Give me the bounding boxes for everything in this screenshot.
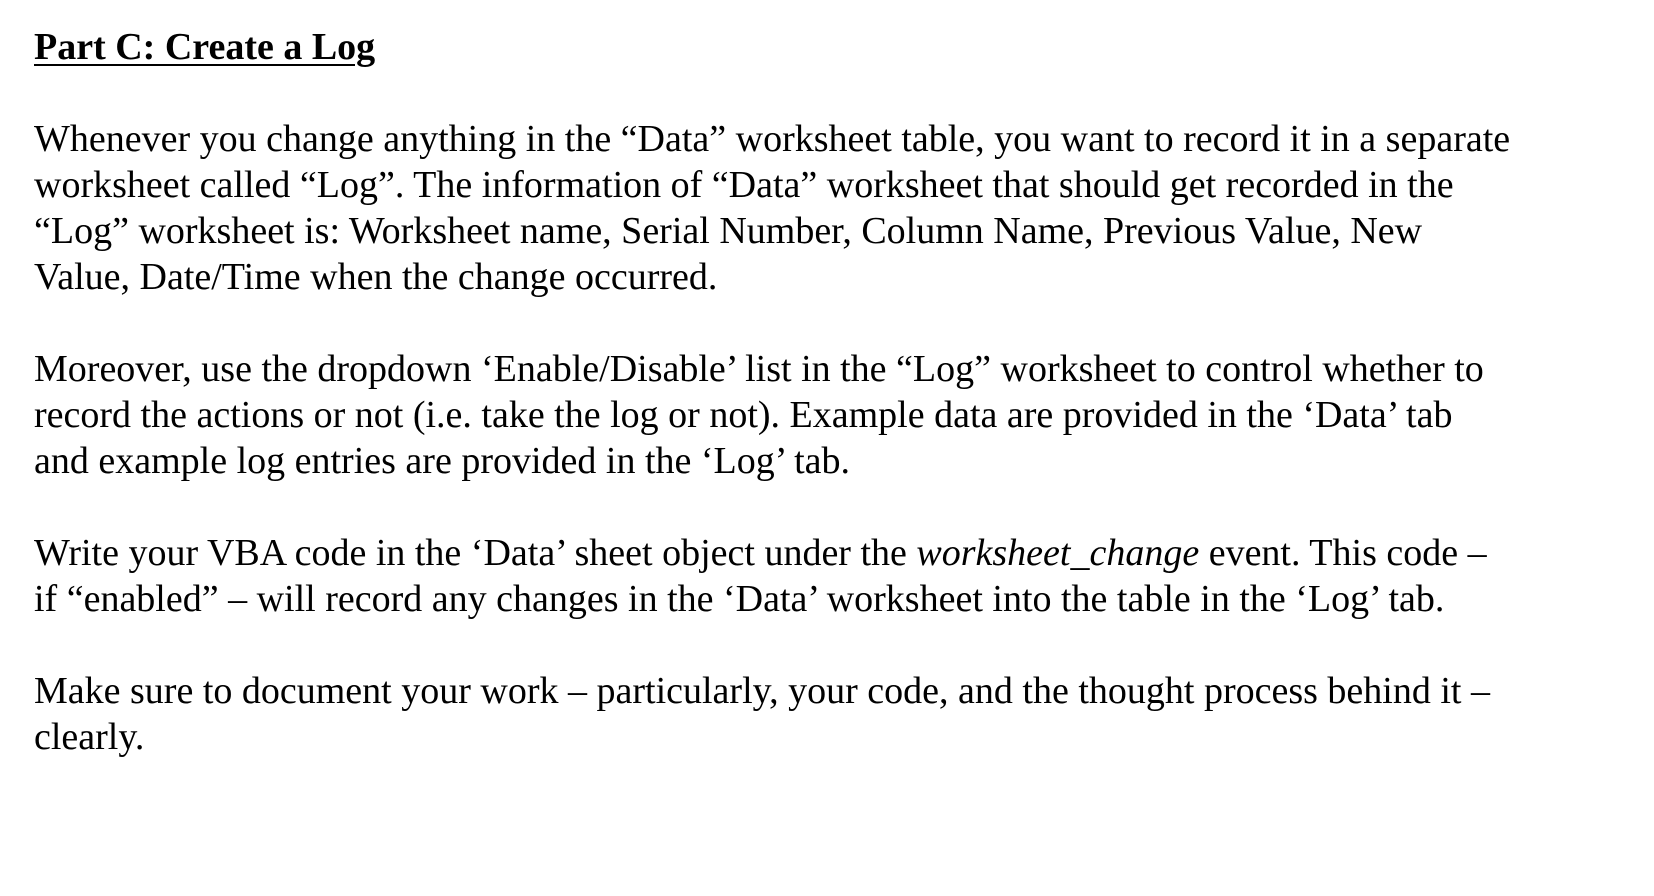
paragraph-line: Make sure to document your work – particularly, your code, and the thought process behind it – [34, 670, 1490, 712]
line-text-after: event. This code – [1199, 532, 1487, 574]
paragraph-line: worksheet called “Log”. The information of “Data” worksheet that should get recorded in the [34, 164, 1454, 206]
paragraph-line: clearly. [34, 716, 145, 758]
paragraph-documentation [34, 668, 1634, 760]
line-text-before: Write your VBA code in the ‘Data’ sheet object under the [34, 532, 917, 574]
paragraph-line: record the actions or not (i.e. take the log or not). Example data are provided in the ‘Data’ tab [34, 394, 1453, 436]
paragraph-line: Whenever you change anything in the “Data” worksheet table, you want to record it in a separate [34, 118, 1511, 160]
paragraph-vba-instructions [34, 530, 1634, 622]
document-page [34, 24, 1634, 806]
section-heading: Part C: Create a Log [34, 26, 376, 68]
paragraph-line: and example log entries are provided in the ‘Log’ tab. [34, 440, 850, 482]
paragraph-log-requirements [34, 116, 1634, 300]
paragraph-line: if “enabled” – will record any changes in the ‘Data’ worksheet into the table in the ‘Log’ tab. [34, 578, 1445, 620]
paragraph-line: Moreover, use the dropdown ‘Enable/Disable’ list in the “Log” worksheet to control whether to [34, 348, 1484, 390]
paragraph-line: Value, Date/Time when the change occurred. [34, 256, 718, 298]
paragraph-line: “Log” worksheet is: Worksheet name, Serial Number, Column Name, Previous Value, New [34, 210, 1423, 252]
event-name-italic: worksheet_change [916, 532, 1200, 574]
paragraph-line [34, 530, 1634, 576]
paragraph-enable-disable [34, 346, 1634, 484]
